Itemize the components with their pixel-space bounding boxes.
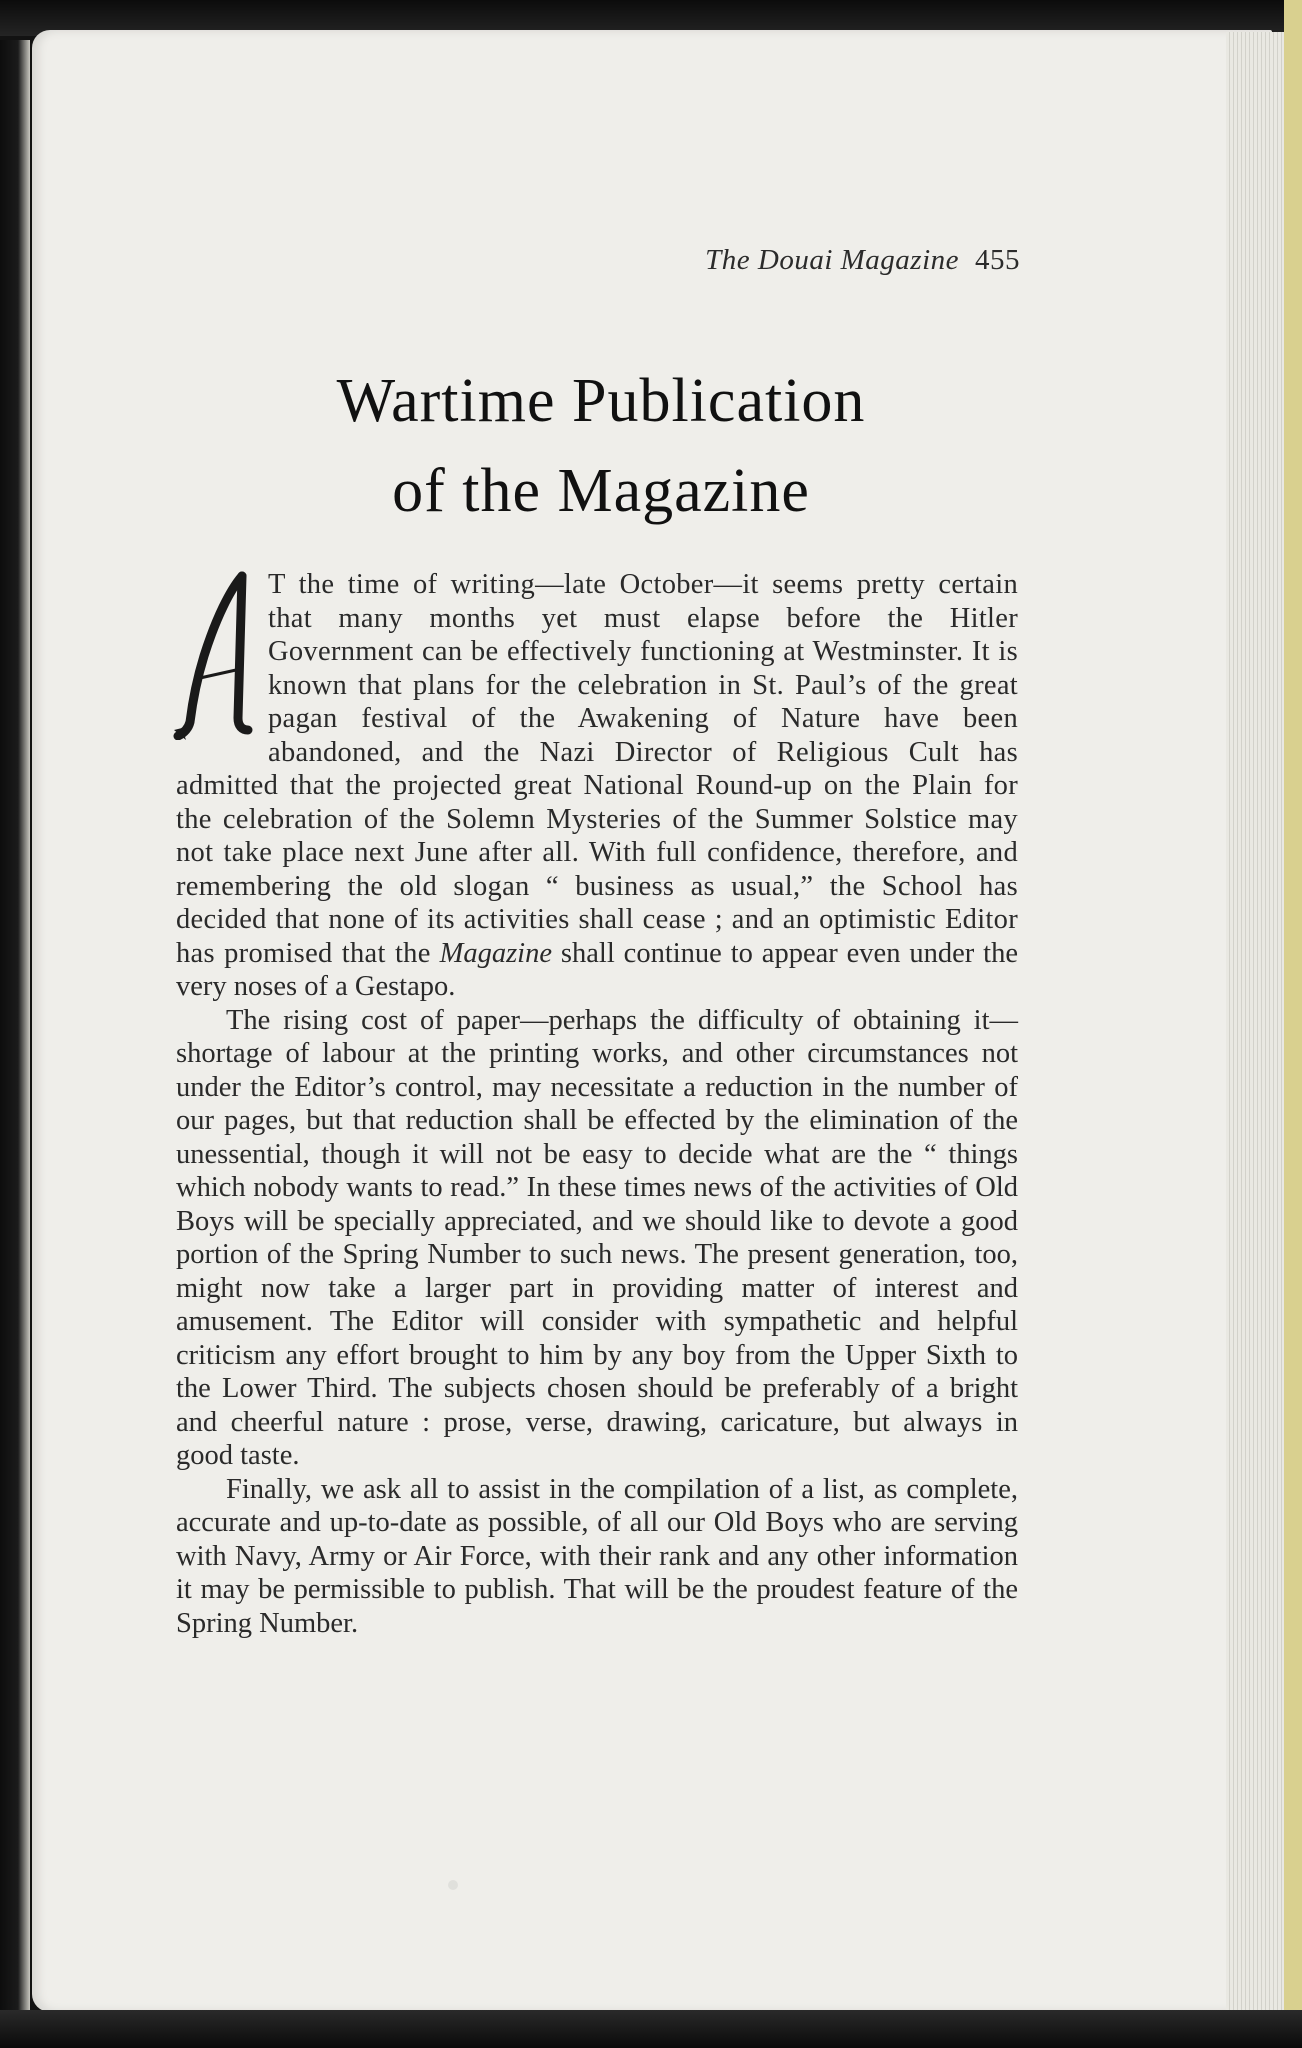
- magazine-italic: Magazine: [439, 937, 552, 969]
- paragraph-3: Finally, we ask all to assist in the compilation of a list, as complete, accurate and up-to-date as possible, of all our Old Boys who are serving with Navy, Army or Air Force, with their rank and any other information it may be permissible to publish. That will be the proudest feature of the Spring Number.: [176, 1473, 1018, 1639]
- magazine-name: The Douai Magazine: [705, 244, 959, 276]
- paragraph-1-lead: T the time of writing—late October—it seems pretty certain that many months yet must elapse before the Hitler Government can be effectively functioning at Westminster. It is known that plans for the celebration in St. Paul’s of the great pagan festival of the Awakening of Nature have been abandoned, and the Nazi Director of Religious Cult has admitted that the projected great National Round-up on the Plain for the celebration of the Solemn Mysteries of the Summer Solstice may not take place next June after all. With full confidence, therefore, and remembering the old slogan “ business as usual,” the School has decided that none of its activities shall cease ; and an optimistic Editor has promised that the: [176, 569, 1018, 969]
- page-number: 455: [975, 244, 1020, 276]
- running-head: [520, 244, 1020, 277]
- title-line-2: of the Magazine: [392, 457, 810, 525]
- article-body: [172, 568, 1018, 1640]
- cover-edge: [1284, 0, 1302, 2048]
- title-line-1: Wartime Publication: [336, 367, 866, 435]
- book-spine-edge: [0, 40, 30, 2012]
- paper-speck: [448, 1880, 458, 1890]
- article-title: [176, 356, 1026, 536]
- page-edges: [1226, 32, 1284, 2010]
- drop-cap-a: [172, 570, 262, 740]
- paragraph-2: The rising cost of paper—perhaps the difficulty of obtaining it—shortage of labour at the printing works, and other circumstances not under the Editor’s control, may necessitate a reduction in the number of our pages, but that reduction shall be effected by the elimination of the unessential, though it will not be easy to decide what are the “ things which nobody wants to read.” In these times news of the activities of Old Boys will be specially appreciated, and we should like to devote a good portion of the Spring Number to such news. The present generation, too, might now take a larger part in providing matter of interest and amusement. The Editor will consider with sympathetic and helpful criticism any effort brought to him by any boy from the Upper Sixth to the Lower Third. The subjects chosen should be preferably of a bright and cheerful nature : prose, verse, drawing, caricature, but always in good taste.: [176, 1004, 1018, 1471]
- book-binding-bottom: [0, 2010, 1302, 2048]
- paragraph-1: [172, 568, 1018, 1004]
- paragraph-1-tail: shall continue to appear even under the very noses of a Gestapo.: [176, 937, 1018, 1002]
- drop-cap-letter: A: [172, 570, 173, 571]
